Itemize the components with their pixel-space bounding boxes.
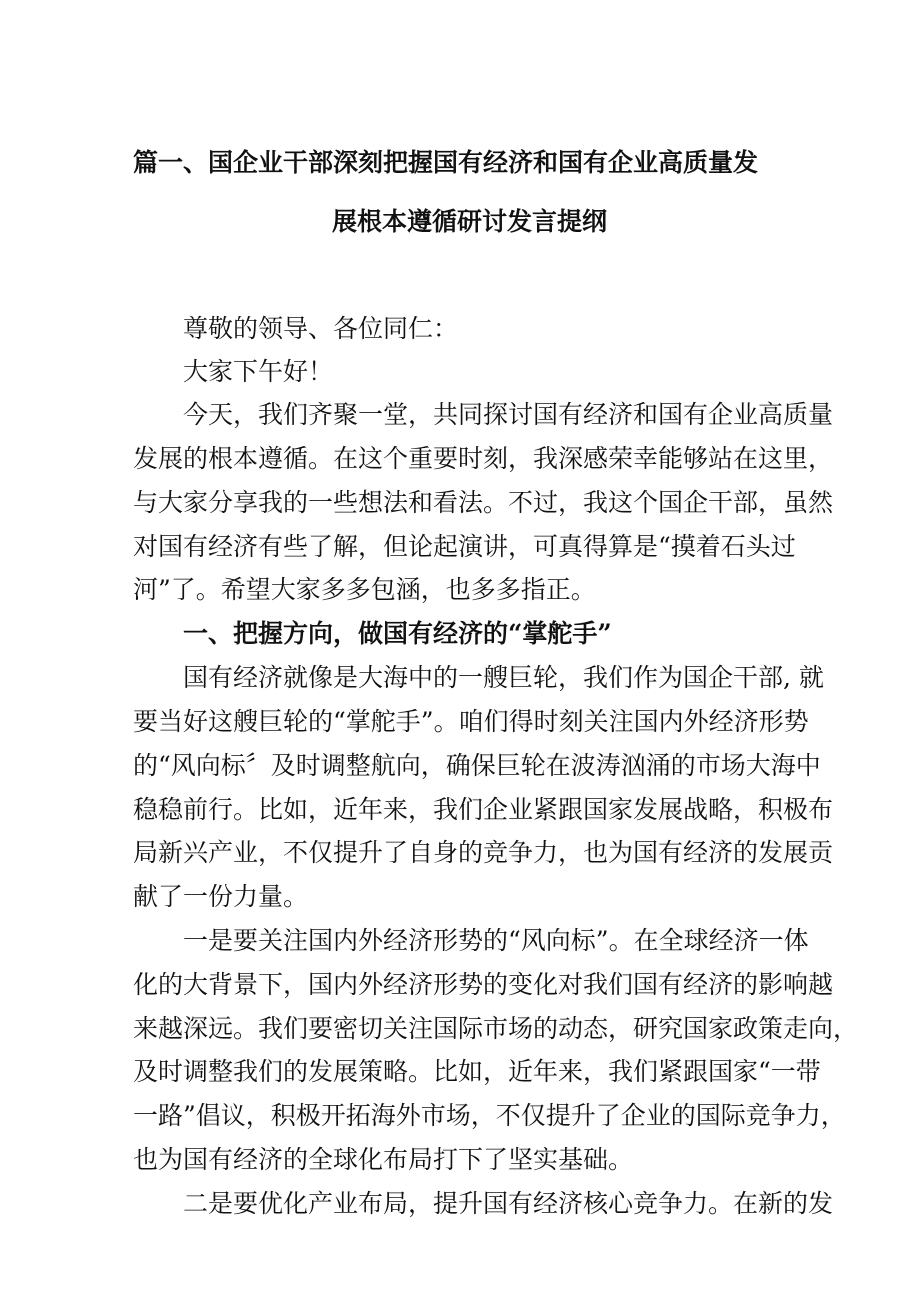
body-line: 也为国有经济的全球化布局打下了坚实基础。 [133,1145,634,1174]
body-line: 一路”倡议，积极开拓海外市场，不仅提升了企业的国际竞争力， [133,1101,846,1130]
greeting: 大家下午好！ [183,357,334,386]
body-line: 化的大背景下，国内外经济形势的变化对我们国有经济的影响越 [133,970,834,999]
body-line: 一是要关注国内外经济形势的“风向标”。在全球经济一体 [183,926,809,955]
document-title-line-1: 篇一、国企业干部深刻把握国有经济和国有企业高质量发 [133,148,759,177]
body-line: 要当好这艘巨轮的“掌舵手”。咱们得时刻关注国内外经济形势 [133,707,809,736]
body-line: 的“风向标〞及时调整航向，确保巨轮在波涛汹涌的市场大海中 [133,751,821,780]
salutation: 尊敬的领导、各位同仁： [183,314,459,343]
body-line: 稳稳前行。比如，近年来，我们企业紧跟国家发展战略，积极布 [133,795,834,824]
document-title-line-2: 展根本遵循研讨发言提纲 [332,207,608,236]
body-line: 河”了。希望大家多多包涵，也多多指正。 [133,575,596,604]
body-line: 二是要优化产业布局，提升国有经济核心竞争力。在新的发 [183,1189,834,1218]
section-heading: 一、把握方向，做国有经济的“掌舵手” [183,619,612,648]
body-line: 发展的根本遵循。在这个重要时刻，我深感荣幸能够站在这里， [133,444,834,473]
body-line: 国有经济就像是大海中的一艘巨轮，我们作为国企干部, 就 [183,663,824,692]
body-line: 及时调整我们的发展策略。比如，近年来，我们紧跟国家“一带 [133,1057,821,1086]
body-line: 与大家分享我的一些想法和看法。不过，我这个国企干部，虽然 [133,488,834,517]
body-line: 献了一份力量。 [133,882,309,911]
body-line: 来越深远。我们要密切关注国际市场的动态，研究国家政策走向， [133,1014,859,1043]
body-line: 对国有经济有些了解，但论起演讲，可真得算是“摸着石头过 [133,532,796,561]
body-line: 今天，我们齐聚一堂，共同探讨国有经济和国有企业高质量 [183,400,834,429]
body-line: 局新兴产业，不仅提升了自身的竞争力，也为国有经济的发展贡 [133,838,834,867]
